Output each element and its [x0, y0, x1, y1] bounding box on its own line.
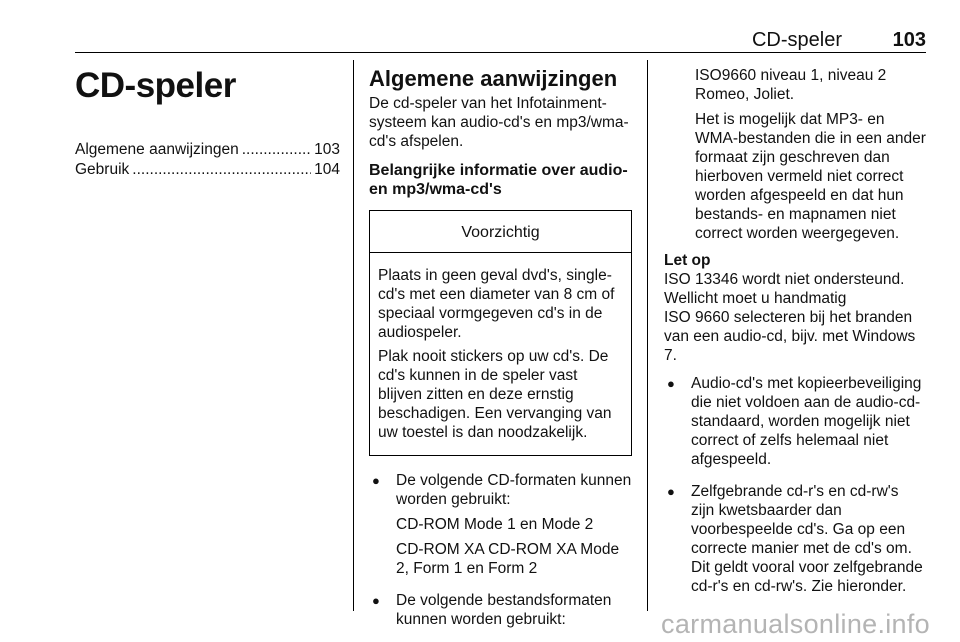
- list-item: [369, 591, 632, 635]
- list-item-text: De volgende CD-formaten kunnen worden gebruikt:: [396, 472, 632, 508]
- bullet-icon: ●: [372, 473, 380, 488]
- indented-paragraph: Het is mogelijk dat MP3- en WMA-bestanden die in een ander formaat zijn geschreven dan hierboven vermeld niet correct worden afgespeeld en dat hun bestands- en mapnamen niet correct worden weergegeven.: [695, 111, 926, 242]
- note-line: ISO 13346 wordt niet ondersteund.: [664, 271, 905, 288]
- toc-page: 104: [314, 161, 340, 178]
- note-line: Wellicht moet u handmatig: [664, 290, 847, 307]
- caution-body: [370, 253, 631, 455]
- right-column: [664, 66, 926, 609]
- bullet-icon: ●: [372, 593, 380, 608]
- caution-title: Voorzichtig: [370, 211, 631, 253]
- bullet-icon: ●: [667, 376, 675, 391]
- note-line: ISO 9660 selecteren bij het branden van een audio-cd, bijv. met Windows 7.: [664, 309, 916, 364]
- column-divider-2: [647, 60, 648, 611]
- list-item-text: Zelfgebrande cd-r's en cd-rw's zijn kwetsbaarder dan voorbespeelde cd's. Ga op een correcte manier met de cd's om. Dit geldt vooral voor zelfgebrande cd-r's en cd-rw's. Zie hieronder.: [691, 483, 923, 595]
- list-item-subtext: CD-ROM XA CD-ROM XA Mode 2, Form 1 en Form 2: [396, 541, 620, 577]
- list-item-text: De volgende bestandsformaten kunnen worden gebruikt:: [396, 592, 612, 628]
- running-header-title: CD-speler: [751, 29, 842, 51]
- bullet-icon: ●: [667, 484, 675, 499]
- table-of-contents: [75, 140, 340, 180]
- toc-page: 103: [314, 141, 340, 158]
- left-column: [75, 58, 340, 180]
- toc-entry-gebruik[interactable]: [75, 160, 340, 180]
- chapter-title: CD-speler: [75, 66, 236, 105]
- toc-label: Algemene aanwijzingen: [75, 141, 239, 158]
- continued-list-text: [664, 66, 926, 243]
- list-item: [664, 374, 926, 475]
- list-item-text: Audio-cd's met kopieerbeveiliging die niet voldoen aan de audio-cd-standaard, worden mogelijk niet correct of zelfs helemaal niet afgespeeld.: [691, 375, 922, 468]
- toc-label: Gebruik: [75, 161, 130, 178]
- middle-column: [369, 58, 632, 642]
- toc-leader: [242, 140, 311, 159]
- list-item: [369, 471, 632, 584]
- caution-paragraph: Plak nooit stickers op uw cd's. De cd's kunnen in de speler vast blijven zitten en deze ernstig beschadigen. Een vervanging van uw toestel is dan noodzakelijk.: [378, 348, 612, 441]
- toc-entry-algemene-aanwijzingen[interactable]: [75, 140, 340, 160]
- section-heading: Algemene aanwijzingen: [369, 66, 618, 91]
- toc-leader: [132, 160, 311, 179]
- note-body: [664, 270, 926, 365]
- intro-paragraph: De cd-speler van het Infotainment-systeem kan audio-cd's en mp3/wma-cd's afspelen.: [369, 95, 629, 150]
- column-divider-1: [353, 60, 354, 611]
- watermark: carmanualsonline.info: [661, 609, 930, 639]
- page-number: 103: [892, 29, 926, 51]
- note-label: Let op: [664, 252, 711, 269]
- list-item-subtext: CD-ROM Mode 1 en Mode 2: [396, 516, 594, 533]
- header-rule: [75, 52, 926, 53]
- list-item: [664, 482, 926, 602]
- disc-list: [664, 374, 926, 602]
- indented-paragraph: ISO9660 niveau 1, niveau 2 Romeo, Joliet.: [695, 67, 887, 103]
- caution-paragraph: Plaats in geen geval dvd's, single-cd's met een diameter van 8 cm of speciaal vormgegeven cd's in de audiospeler.: [378, 267, 615, 341]
- caution-box: [369, 210, 632, 456]
- format-list: [369, 471, 632, 635]
- subsection-heading: Belangrijke informatie over audio- en mp3/wma-cd's: [369, 162, 628, 198]
